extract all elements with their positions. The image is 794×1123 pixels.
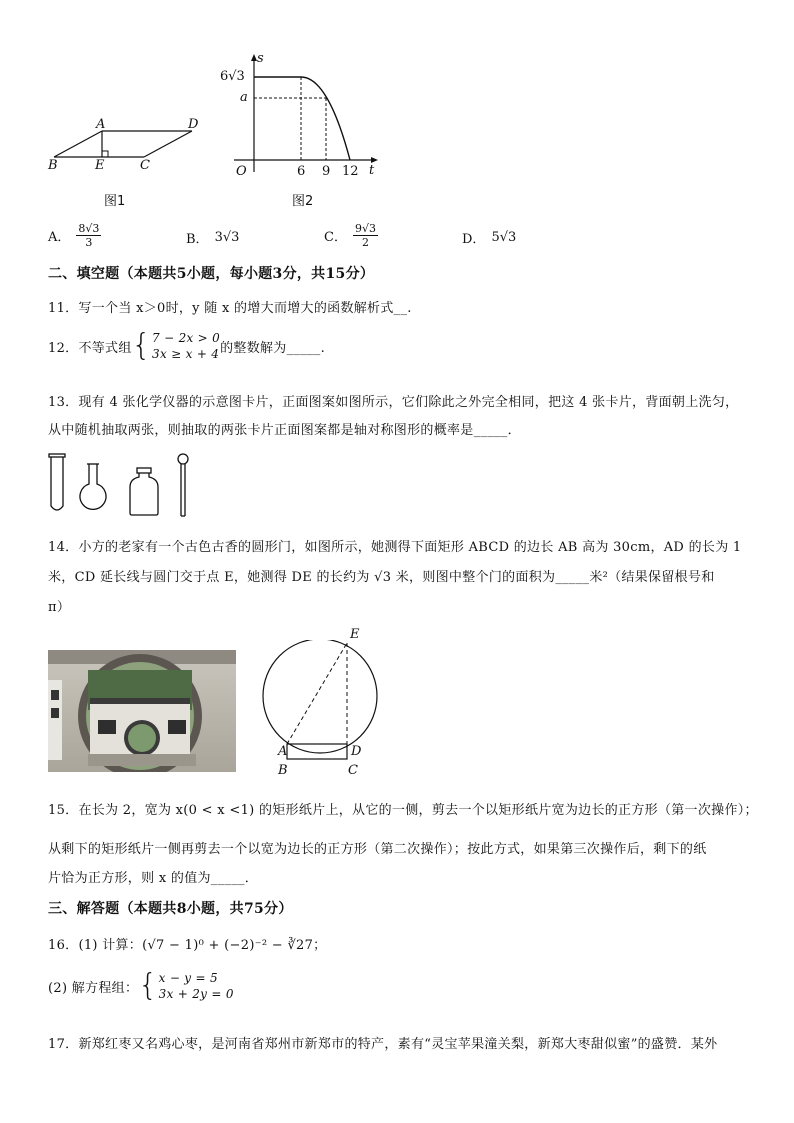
- question-12: [48, 330, 325, 362]
- q12-inequality-system: [132, 330, 220, 362]
- section2-heading: 二、填空题（本题共5小题，每小题3分，共15分）: [48, 266, 375, 282]
- fig2-x-axis-label: t: [369, 163, 375, 178]
- option-a-letter: A．: [48, 230, 71, 245]
- fig1-label-D: D: [188, 117, 199, 132]
- option-d-letter: D．: [462, 232, 486, 247]
- question-14-line2: 米，CD 延长线与圆门交于点 E，她测得 DE 的长约为 √3 米，则图中整个门的面积为_____米²（结果保留根号和: [48, 570, 715, 585]
- question-14-line1: 14．小方的老家有一个古色古香的圆形门，如图所示，她测得下面矩形 ABCD 的边长 AB 高为 30cm，AD 的长为 1: [48, 540, 742, 555]
- option-d-value: 5√3: [491, 230, 517, 245]
- q14-label-B: B: [278, 763, 288, 778]
- fig2-xtick-12: 12: [342, 164, 359, 179]
- test-tube-icon: [46, 452, 68, 516]
- figure1-parallelogram: [44, 112, 204, 177]
- fig2-ytick-a: a: [240, 90, 248, 105]
- question-13-line1: 13．现有 4 张化学仪器的示意图卡片，正面图案如图所示，它们除此之外完全相同，把这 4 张卡片，背面朝上洗匀，: [48, 395, 739, 410]
- q12-row1: 7 − 2x > 0: [152, 331, 221, 345]
- option-b-letter: B．: [186, 232, 209, 247]
- fig2-ytick-6root3: 6√3: [220, 69, 245, 84]
- q16-equation-system: [138, 970, 234, 1002]
- section3-heading: 三、解答题（本题共8小题，共75分）: [48, 901, 293, 917]
- q12-row2: 3x ≥ x + 4: [152, 347, 220, 361]
- question-16-part2: [48, 970, 234, 1002]
- q16-brace: {: [138, 968, 158, 1003]
- question-15-line2: 从剩下的矩形纸片一侧再剪去一个以宽为边长的正方形（第二次操作）；按此方式，如果第三次操作后，剩下的纸: [48, 842, 707, 857]
- option-a-numerator: 8√3: [78, 222, 100, 235]
- fig2-xtick-6: 6: [297, 164, 306, 179]
- stirring-rod-icon: [174, 452, 192, 518]
- q16-part2-prefix: (2) 解方程组：: [48, 980, 139, 996]
- fig1-label-B: B: [48, 158, 58, 173]
- question-15-line3: 片恰为正方形，则 x 的值为_____．: [48, 871, 259, 886]
- q12-suffix: 的整数解为_____.: [220, 340, 326, 356]
- question-15-line1: 15．在长为 2，宽为 x(0 < x <1) 的矩形纸片上，从它的一侧，剪去一个以矩形纸片宽为边长的正方形（第一次操作）；: [48, 803, 758, 818]
- option-d: [462, 228, 516, 247]
- option-c-letter: C．: [324, 230, 347, 245]
- option-a-fraction: [76, 222, 101, 249]
- option-c-denominator: 2: [361, 236, 369, 249]
- figure2-caption: 图2: [292, 194, 314, 209]
- figure1-caption: 图1: [104, 194, 126, 209]
- fig1-label-E: E: [95, 158, 105, 173]
- fig2-y-axis-label: s: [257, 51, 264, 66]
- q14-label-A: A: [278, 744, 288, 759]
- option-c-numerator: 9√3: [354, 222, 376, 235]
- q14-label-C: C: [348, 763, 358, 778]
- round-gate-photo: [48, 650, 236, 772]
- fig2-origin-label: O: [236, 164, 247, 179]
- q14-circle-diagram: [258, 640, 384, 760]
- option-a: [48, 222, 101, 249]
- question-16-part1: 16．(1) 计算：(√7 − 1)⁰ + (−2)⁻² − ∛27；: [48, 938, 327, 953]
- reagent-bottle-icon: [127, 467, 161, 517]
- option-a-denominator: 3: [85, 236, 93, 249]
- option-c-fraction: [353, 222, 378, 249]
- q14-label-E: E: [350, 627, 360, 642]
- question-14-line3: π）: [48, 600, 71, 615]
- option-b-value: 3√3: [214, 230, 240, 245]
- fig1-label-C: C: [140, 158, 150, 173]
- q16-row1: x − y = 5: [158, 971, 218, 985]
- figure2-graph: [228, 52, 388, 180]
- q12-prefix: 12．不等式组: [48, 340, 132, 356]
- q14-label-D: D: [351, 744, 362, 759]
- q16-row2: 3x + 2y = 0: [158, 987, 234, 1001]
- question-17-line1: 17．新郑红枣又名鸡心枣，是河南省郑州市新郑市的特产，素有“灵宝苹果潼关梨，新郑大枣甜似蜜”的盛赞．某外: [48, 1037, 718, 1052]
- q12-brace: {: [131, 328, 152, 363]
- option-b: [186, 228, 239, 247]
- round-flask-icon: [76, 462, 110, 516]
- question-13-line2: 从中随机抽取两张，则抽取的两张卡片正面图案都是轴对称图形的概率是_____．: [48, 423, 521, 438]
- fig2-xtick-9: 9: [322, 164, 331, 179]
- option-c: [324, 222, 378, 249]
- fig1-label-A: A: [96, 117, 106, 132]
- question-11: 11．写一个当 x＞0时，y 随 x 的增大而增大的函数解析式__.: [48, 301, 412, 316]
